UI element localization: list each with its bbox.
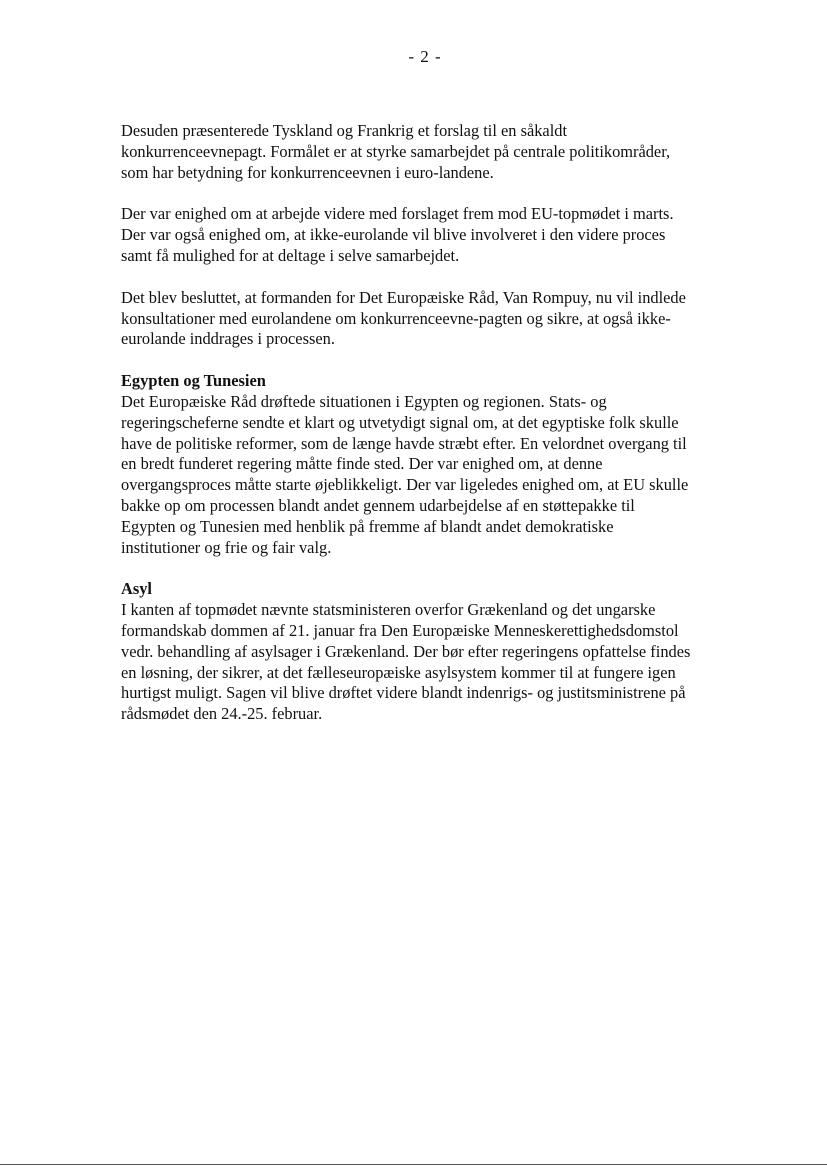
text-line: samt få mulighed for at deltage i selve samarbejdet. <box>121 245 460 265</box>
text-line: Egypten og Tunesien med henblik på fremme af blandt andet demokratiske <box>121 516 614 536</box>
text-line: hurtigst muligt. Sagen vil blive drøftet videre blandt indenrigs- og justitsministrene på <box>121 683 686 703</box>
text-line: institutioner og frie og fair valg. <box>121 537 332 557</box>
text-line: Det blev besluttet, at formanden for Det Europæiske Råd, Van Rompuy, nu vil indlede <box>121 287 686 307</box>
paragraph-consultations <box>121 288 761 350</box>
text-line: som har betydning for konkurrenceevnen i euro-landene. <box>121 162 494 182</box>
section-paragraph <box>121 392 761 558</box>
text-line: overgangsproces måtte starte øjeblikkeligt. Der var ligeledes enighed om, at EU skulle <box>121 475 689 495</box>
text-line: konkurrenceevnepagt. Formålet er at styrke samarbejdet på centrale politikområder, <box>121 141 671 161</box>
text-line: Der var enighed om at arbejde videre med forslaget frem mod EU-topmødet i marts. <box>121 204 674 224</box>
document-body <box>121 121 761 746</box>
text-line: bakke op om processen blandt andet gennem udarbejdelse af en støttepakke til <box>121 495 635 515</box>
bottom-border-line <box>0 1164 827 1165</box>
text-line: regeringscheferne sendte et klart og utvetydigt signal om, at det egyptiske folk skulle <box>121 412 679 432</box>
text-line: vedr. behandling af asylsager i Grækenland. Der bør efter regeringens opfattelse findes <box>121 641 691 661</box>
section-heading: Asyl <box>121 579 152 599</box>
text-line: konsultationer med eurolandene om konkurrenceevne-pagten og sikre, at også ikke- <box>121 308 671 328</box>
text-line: Det Europæiske Råd drøftede situationen i Egypten og regionen. Stats- og <box>121 391 607 411</box>
text-line: en bredt funderet regering måtte finde sted. Der var enighed om, at denne <box>121 454 603 474</box>
paragraph-competitiveness-pact <box>121 121 761 183</box>
paragraph-agreement <box>121 204 761 266</box>
text-line: formandskab dommen af 21. januar fra Den Europæiske Menneskerettighedsdomstol <box>121 620 679 640</box>
text-line: rådsmødet den 24.-25. februar. <box>121 704 323 724</box>
section-heading: Egypten og Tunesien <box>121 371 266 391</box>
text-line: have de politiske reformer, som de længe havde stræbt efter. En velordnet overgang til <box>121 433 687 453</box>
section-paragraph <box>121 600 761 725</box>
text-line: eurolande inddrages i processen. <box>121 329 335 349</box>
section-asylum <box>121 579 761 725</box>
text-line: I kanten af topmødet nævnte statsministeren overfor Grækenland og det ungarske <box>121 600 656 620</box>
text-line: Der var også enighed om, at ikke-eurolande vil blive involveret i den videre proces <box>121 225 666 245</box>
text-line: en løsning, der sikrer, at det fælleseuropæiske asylsystem kommer til at fungere igen <box>121 662 676 682</box>
text-line: Desuden præsenterede Tyskland og Frankrig et forslag til en såkaldt <box>121 121 567 140</box>
page-number: - 2 - <box>408 47 442 66</box>
section-egypt-tunisia <box>121 371 761 558</box>
